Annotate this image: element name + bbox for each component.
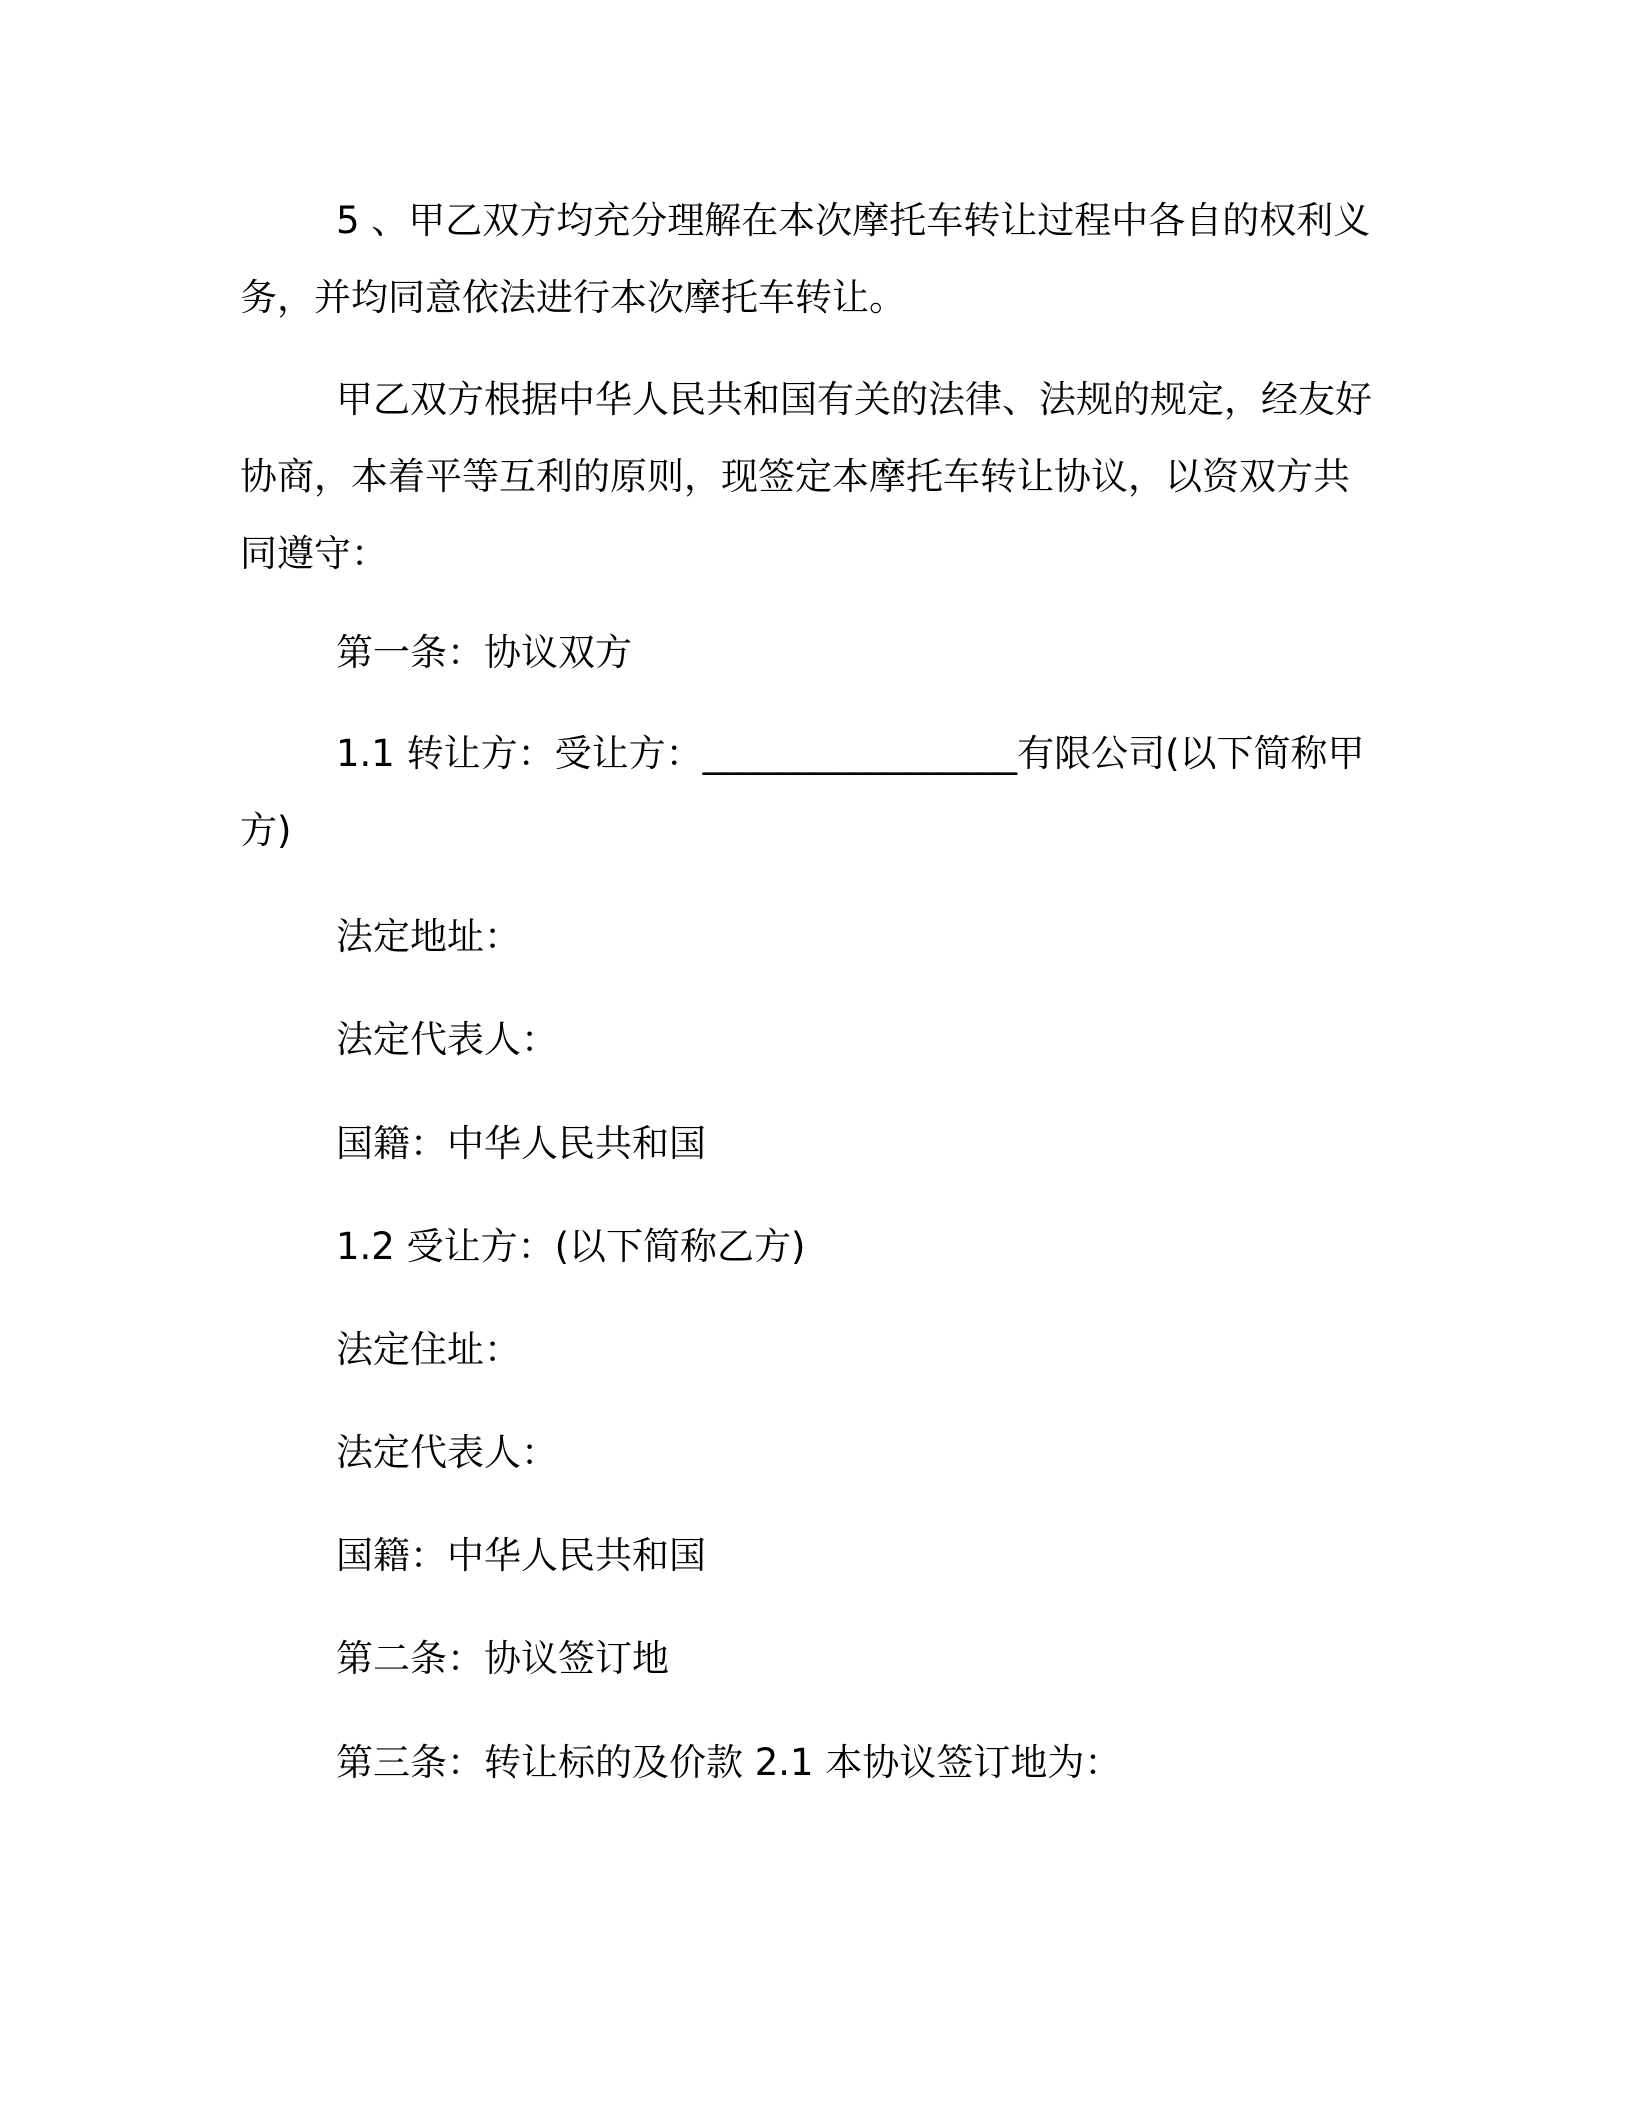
paragraph-preamble: 甲乙双方根据中华人民共和国有关的法律、法规的规定，经友好协商，本着平等互利的原则，现签定本摩托车转让协议，以资双方共同遵守： <box>240 378 1372 575</box>
article-one-heading: 第一条：协议双方 <box>336 631 632 674</box>
article-three-heading: 第三条：转让标的及价款 2.1 本协议签订地为： <box>336 1741 1122 1784</box>
clause-1-1-transferor: 1.1 转让方：受让方：_________________有限公司(以下简称甲方) <box>240 732 1365 852</box>
legal-residence-label: 法定住址： <box>336 1328 521 1371</box>
article-two-heading: 第二条：协议签订地 <box>336 1637 669 1680</box>
nationality-line: 国籍：中华人民共和国 <box>336 1122 706 1165</box>
paragraph-rights-obligations: 5 、甲乙双方均充分理解在本次摩托车转让过程中各自的权利义务，并均同意依法进行本次摩托车转让。 <box>240 199 1371 319</box>
clause-1-2-transferee: 1.2 受让方：(以下简称乙方) <box>336 1225 806 1268</box>
legal-representative-label: 法定代表人： <box>336 1018 558 1061</box>
legal-address-label: 法定地址： <box>336 915 521 958</box>
nationality-line-2: 国籍：中华人民共和国 <box>336 1534 706 1577</box>
legal-representative-label-2: 法定代表人： <box>336 1431 558 1474</box>
